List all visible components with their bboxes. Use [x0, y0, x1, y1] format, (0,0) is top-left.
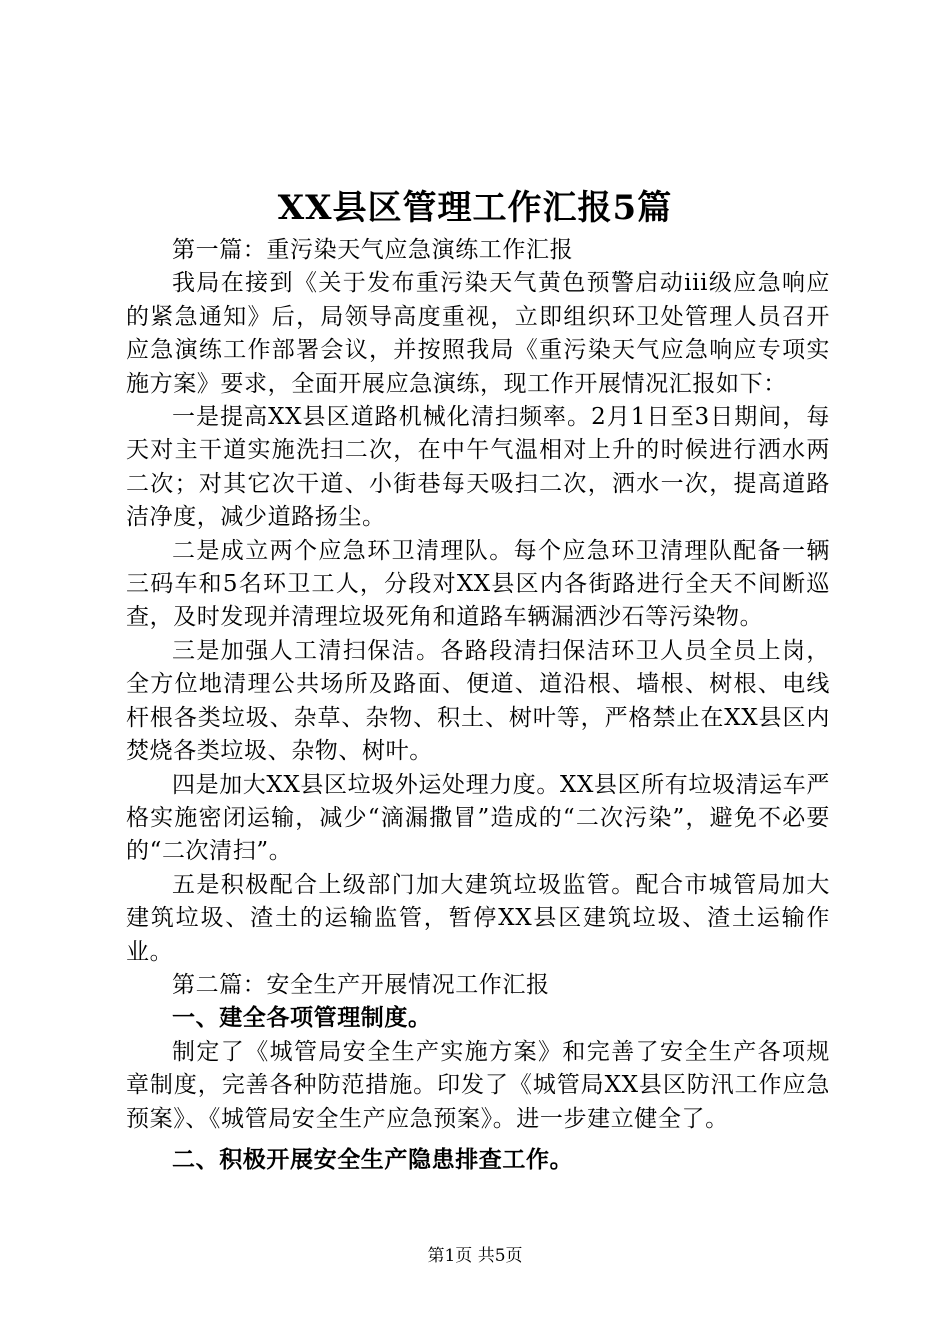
section-heading-2: 二、积极开展安全生产隐患排查工作。: [172, 1146, 574, 1173]
paragraph-measure-4: 四是加大XX县区垃圾外运处理力度。XX县区所有垃圾清运车严格实施密闭运输，减少“滴漏撒冒”造成的“二次污染”，避免不必要的“二次清扫”。: [126, 771, 830, 865]
paragraph-intro: 我局在接到《关于发布重污染天气黄色预警启动iii级应急响应的紧急通知》后，局领导高度重视，立即组织环卫处管理人员召开应急演练工作部署会议，并按照我局《重污染天气应急响应专项实施方案》要求，全面开展应急演练，现工作开展情况汇报如下：: [126, 270, 830, 397]
page-footer: 第1页 共5页: [427, 1246, 523, 1266]
paragraph-measure-3: 三是加强人工清扫保洁。各路段清扫保洁环卫人员全员上岗，全方位地清理公共场所及路面、便道、道沿根、墙根、树根、电线杆根各类垃圾、杂草、杂物、积土、树叶等，严格禁止在XX县区内焚烧各类垃圾、杂物、树叶。: [126, 637, 830, 765]
paragraph-section-1: 制定了《城管局安全生产实施方案》和完善了安全生产各项规章制度，完善各种防范措施。印发了《城管局XX县区防汛工作应急预案》、《城管局安全生产应急预案》。进一步建立健全了。: [126, 1038, 830, 1132]
document-title: XX县区管理工作汇报5篇: [277, 188, 673, 228]
document-body: [126, 234, 830, 1177]
section-heading-1: 一、建全各项管理制度。: [172, 1005, 432, 1032]
paragraph-measure-1: 一是提高XX县区道路机械化清扫频率。2月1日至3日期间，每天对主干道实施洗扫二次，在中午气温相对上升的时候进行洒水两二次；对其它次干道、小街巷每天吸扫二次，洒水一次，提高道路洁净度，减少道路扬尘。: [126, 404, 830, 531]
paragraph-measure-2: 二是成立两个应急环卫清理队。每个应急环卫清理队配备一辆三码车和5名环卫工人，分段对XX县区内各街路进行全天不间断巡查，及时发现并清理垃圾死角和道路车辆漏洒沙石等污染物。: [126, 537, 830, 631]
paragraph-part2-heading: 第二篇：安全生产开展情况工作汇报: [172, 971, 550, 998]
paragraph-part1-heading: 第一篇：重污染天气应急演练工作汇报: [172, 237, 574, 263]
paragraph-measure-5: 五是积极配合上级部门加大建筑垃圾监管。配合市城管局加大建筑垃圾、渣土的运输监管，暂停XX县区建筑垃圾、渣土运输作业。: [126, 871, 830, 965]
